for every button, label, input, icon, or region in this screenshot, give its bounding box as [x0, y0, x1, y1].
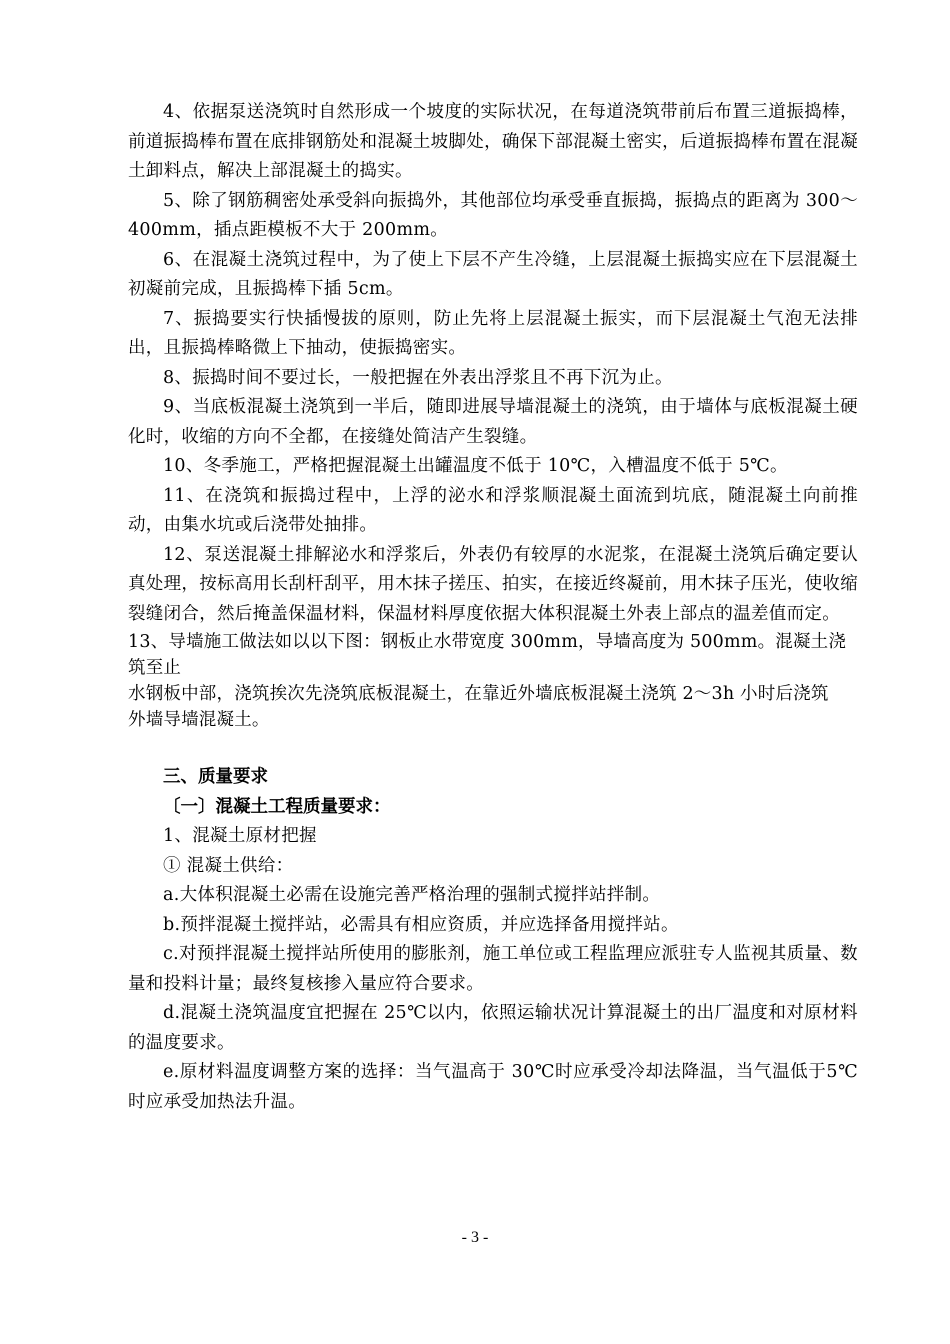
paragraph-13-line-3: 外墙导墙混凝土。	[128, 710, 270, 730]
paragraph-5: 5、除了钢筋稠密处承受斜向振捣外，其他部位均承受垂直振捣，振捣点的距离为 300～400mm，插点距模板不大于 200mm。	[128, 190, 858, 240]
item-concrete-supply: ① 混凝土供给：	[163, 855, 294, 876]
item-a: a.大体积混凝土必需在设施完善严格治理的强制式搅拌站拌制。	[163, 885, 661, 905]
page-content	[128, 98, 858, 1117]
item-raw-material-control: 1、混凝土原材把握	[163, 826, 317, 846]
item-d: d.混凝土浇筑温度宜把握在 25℃以内，依照运输状况计算混凝土的出厂温度和对原材料的温度要求。	[128, 1003, 858, 1053]
item-b: b.预拌混凝土搅拌站，必需具有相应资质，并应选择备用搅拌站。	[163, 914, 679, 935]
paragraph-11: 11、在浇筑和振捣过程中，上浮的泌水和浮浆顺混凝土面流到坑底，随混凝土向前推动，由集水坑或后浇带处抽排。	[128, 485, 858, 535]
paragraph-12: 12、泵送混凝土排解泌水和浮浆后，外表仍有较厚的水泥浆，在混凝土浇筑后确定要认真处理，按标高用长刮杆刮平，用木抹子搓压、拍实，在接近终凝前，用木抹子压光，使收缩裂缝闭合，然后掩盖保温材料，保温材料厚度依据大体积混凝土外表上部点的温差值而定。	[128, 544, 858, 624]
paragraph-10: 10、冬季施工，严格把握混凝土出罐温度不低于 10℃，入槽温度不低于 5℃。	[163, 456, 788, 476]
paragraph-4: 4、依据泵送浇筑时自然形成一个坡度的实际状况，在每道浇筑带前后布置三道振捣棒，前道振捣棒布置在底排钢筋处和混凝土坡脚处，确保下部混凝土密实，后道振捣棒布置在混凝土卸料点，解决上部混凝土的捣实。	[128, 102, 858, 181]
paragraph-7: 7、振捣要实行快插慢拔的原则，防止先将上层混凝土振实，而下层混凝土气泡无法排出，且振捣棒略微上下抽动，使振捣密实。	[128, 308, 858, 358]
paragraph-9: 9、当底板混凝土浇筑到一半后，随即进展导墙混凝土的浇筑，由于墙体与底板混凝土硬化时，收缩的方向不全都，在接缝处简洁产生裂缝。	[128, 397, 858, 447]
item-c: c.对预拌混凝土搅拌站所使用的膨胀剂，施工单位或工程监理应派驻专人监视其质量、数量和投料计量；最终复核掺入量应符合要求。	[128, 944, 858, 994]
page-number: - 3 -	[461, 1229, 489, 1246]
item-e: e.原材料温度调整方案的选择：当气温高于 30℃时应承受冷却法降温，当气温低于5℃ 时应承受加热法升温。	[128, 1062, 858, 1112]
paragraph-13-line-2: 水钢板中部，浇筑挨次先浇筑底板混凝土，在靠近外墙底板混凝土浇筑 2～3h 小时后浇筑	[128, 684, 829, 704]
paragraph-8: 8、振捣时间不要过长，一般把握在外表出浮浆且不再下沉为止。	[163, 367, 673, 388]
section-title: 三、质量要求	[163, 767, 268, 787]
subsection-title: 〔一〕混凝土工程质量要求：	[163, 796, 391, 817]
section-spacer	[128, 733, 858, 763]
paragraph-6: 6、在混凝土浇筑过程中，为了使上下层不产生冷缝，上层混凝土振捣实应在下层混凝土初凝前完成，且振捣棒下插 5cm。	[128, 249, 858, 299]
paragraph-13-line-1: 13、导墙施工做法如以以下图：钢板止水带宽度 300mm，导墙高度为 500mm。混凝土浇筑至止	[128, 632, 847, 678]
